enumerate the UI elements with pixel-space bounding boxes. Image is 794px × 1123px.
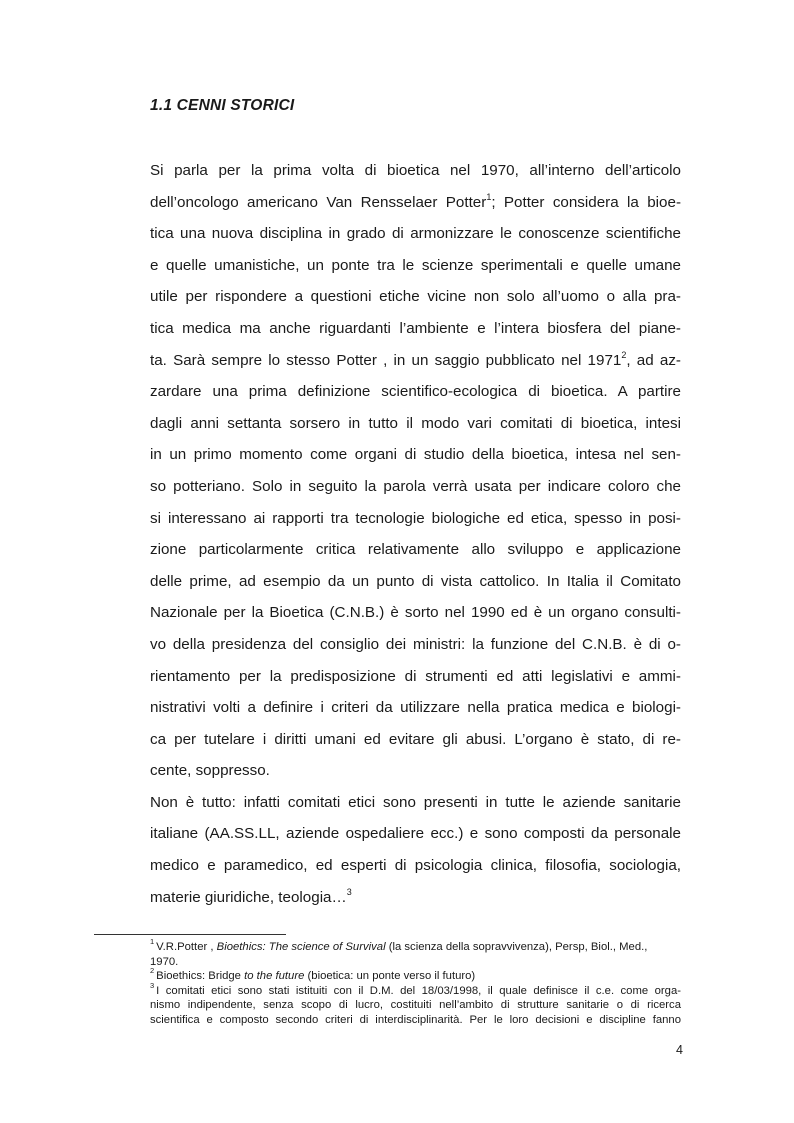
body-line-text: vo della presidenza del consiglio dei ministri: la funzione del C.N.B. è di o-: [150, 635, 681, 653]
body-line: [150, 439, 681, 471]
body-line-text: nistrativi volti a definire i criteri da utilizzare nella pratica medica e biologi-: [150, 699, 681, 717]
body-line-text: tica una nuova disciplina in grado di armonizzare le conoscenze scientifiche: [150, 225, 681, 243]
body-line: [150, 597, 681, 629]
body-line-text: ta. Sarà sempre lo stesso Potter , in un saggio pubblicato nel 1971: [150, 351, 622, 369]
footnote-number: 1: [150, 937, 155, 947]
body-line-text: rientamento per la predisposizione di strumenti ed atti legislativi e ammi-: [150, 667, 681, 685]
page-number: 4: [676, 1043, 683, 1057]
footnotes: [150, 937, 681, 1028]
footnote-text: V.R.Potter ,: [156, 941, 217, 953]
footnote-2: [150, 966, 681, 984]
body-line: [150, 187, 681, 219]
body-line-text: Nazionale per la Bioetica (C.N.B.) è sorto nel 1990 ed è un organo consulti-: [150, 604, 681, 622]
body-line-text: utile per rispondere a questioni etiche vicine non solo all’uomo o alla pra-: [150, 288, 681, 306]
footnote-text: (bioetica: un ponte verso il futuro): [304, 970, 476, 983]
footnote-number: 2: [150, 966, 155, 976]
footnote-text: (la scienza della sopravvivenza), Persp, Biol., Med.,: [385, 941, 648, 953]
footnote-continuation: scientifica e composto secondo criteri di interdisciplinarità. Per le loro decisioni e discipline fanno: [150, 1013, 681, 1026]
body-line-text: ; Potter considera la bioe-: [491, 193, 682, 211]
body-line: [150, 471, 681, 503]
footnote-number: 3: [150, 981, 155, 991]
body-line: [150, 566, 681, 598]
body-line-text: e quelle umanistiche, un ponte tra le scienze sperimentali e quelle umane: [150, 256, 681, 274]
footnote-3: [150, 981, 681, 999]
body-line: [150, 755, 681, 787]
body-line: [150, 345, 681, 377]
body-line-text: materie giuridiche, teologia…: [150, 888, 347, 906]
body-line: [150, 724, 681, 756]
body-line: [150, 629, 681, 661]
footnote-text: Bioethics: Bridge: [156, 970, 245, 983]
body-line-text: Non è tutto: infatti comitati etici sono presenti in tutte le aziende sanitarie: [150, 793, 681, 811]
body-line-text: dell’oncologo americano Van Rensselaer Potter: [150, 193, 487, 211]
footnote-continuation: nismo indipendente, senza scopo di lucro, costituiti nell’ambito di strutture sanitarie o di ricerca: [150, 999, 681, 1012]
body-line: [150, 534, 681, 566]
body-line: [150, 218, 681, 250]
body-line: [150, 376, 681, 408]
footnote-1: [150, 937, 681, 955]
section-heading: 1.1 CENNI STORICI: [150, 97, 295, 114]
body-line: [150, 313, 681, 345]
body-line: [150, 408, 681, 440]
body-line: [150, 281, 681, 313]
body-line: [150, 661, 681, 693]
body-line: [150, 850, 681, 882]
body-line-text: in un primo momento come organi di studio della bioetica, intesa nel sen-: [150, 446, 681, 464]
footnote-reference: 1: [486, 191, 492, 202]
footnote-title: to the future: [244, 970, 305, 983]
footnote-text: I comitati etici sono stati istituiti con il D.M. del 18/03/1998, il quale definisce il c.e. come orga-: [156, 984, 681, 997]
footnote-reference: 3: [346, 886, 352, 897]
body-line: [150, 882, 681, 914]
body-line-text: ca per tutelare i diritti umani ed evitare gli abusi. L’organo è stato, di re-: [150, 730, 681, 748]
footnote-title: Bioethics: The science of Survival: [216, 941, 386, 953]
body-line-text: zione particolarmente critica relativamente allo sviluppo e applicazione: [150, 541, 681, 559]
body-line-text: italiane (AA.SS.LL, aziende ospedaliere ecc.) e sono composti da personale: [150, 825, 681, 843]
body-line-text: si interessano ai rapporti tra tecnologie biologiche ed etica, spesso in posi-: [150, 509, 681, 527]
footnote-separator: [94, 934, 286, 935]
body-line: [150, 155, 681, 187]
body-line-text: zardare una prima definizione scientifico-ecologica di bioetica. A partire: [150, 383, 681, 401]
body-line-text: so potteriano. Solo in seguito la parola verrà usata per indicare coloro che: [150, 477, 681, 495]
body-line-text: Si parla per la prima volta di bioetica nel 1970, all’interno dell’articolo: [150, 162, 681, 179]
body-paragraphs: [150, 155, 681, 913]
body-line: [150, 503, 681, 535]
body-line: [150, 787, 681, 819]
body-line-text: , ad az-: [626, 351, 681, 369]
body-line-text: dagli anni settanta sorsero in tutto il modo vari comitati di bioetica, intesi: [150, 414, 681, 432]
footnote-reference: 2: [621, 349, 627, 360]
body-line: [150, 818, 681, 850]
body-line-text: tica medica ma anche riguardanti l’ambiente e l’intera biosfera del piane-: [150, 319, 681, 337]
footnote-continuation: 1970.: [150, 955, 179, 968]
body-line-text: delle prime, ad esempio da un punto di vista cattolico. In Italia il Comitato: [150, 572, 681, 590]
body-line: [150, 250, 681, 282]
body-line: [150, 692, 681, 724]
body-line-text: cente, soppresso.: [150, 762, 270, 780]
body-line-text: medico e paramedico, ed esperti di psicologia clinica, filosofia, sociologia,: [150, 857, 681, 875]
